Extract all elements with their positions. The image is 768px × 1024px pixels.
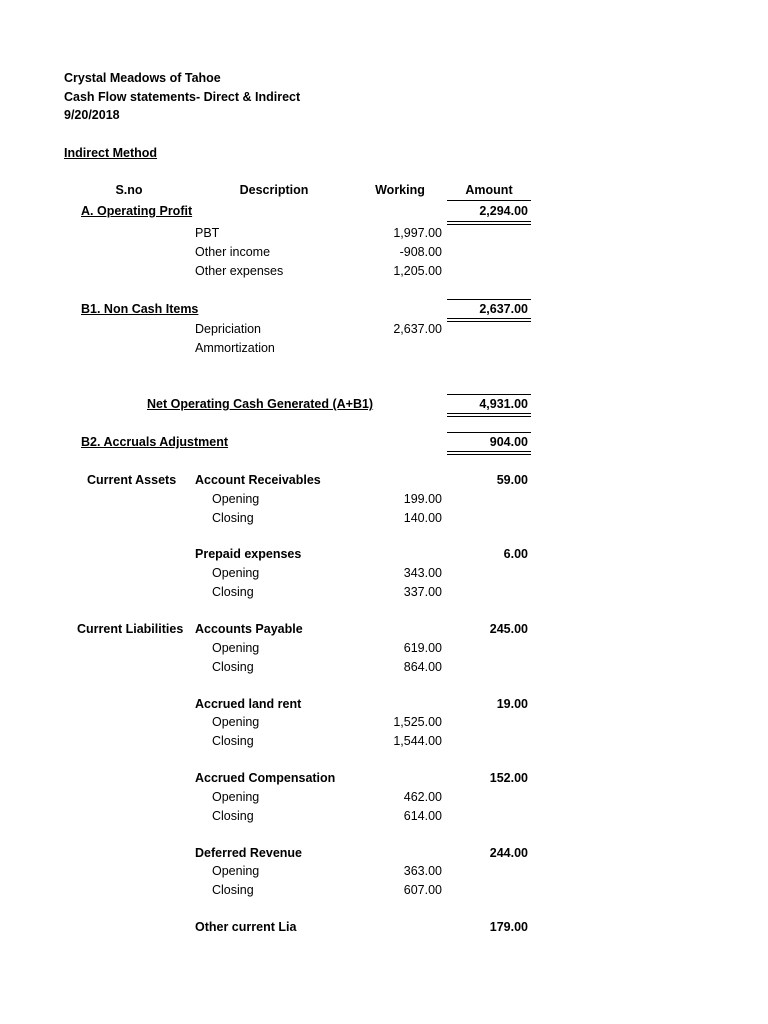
depreciation-working: 2,637.00 xyxy=(393,322,442,336)
accruals-double-rule xyxy=(447,451,531,455)
account-name: Account Receivables xyxy=(195,473,321,487)
net-operating-label: Net Operating Cash Generated (A+B1) xyxy=(147,397,374,411)
opening-value: 343.00 xyxy=(403,566,442,580)
closing-value: 614.00 xyxy=(403,809,442,823)
closing-label: Closing xyxy=(212,660,254,674)
col-amount: Amount xyxy=(465,183,513,197)
other-income-working: -908.00 xyxy=(399,245,442,259)
closing-value: 607.00 xyxy=(403,883,442,897)
current-assets-label: Current Assets xyxy=(87,473,177,487)
account-name: Accounts Payable xyxy=(195,622,303,636)
closing-label: Closing xyxy=(212,809,254,823)
col-working: Working xyxy=(375,183,425,197)
current-liabilities-label: Current Liabilities xyxy=(77,622,184,636)
non-cash-label: B1. Non Cash Items xyxy=(81,302,199,316)
amortization-label: Ammortization xyxy=(195,341,275,355)
accruals-label: B2. Accruals Adjustment xyxy=(81,435,229,449)
closing-label: Closing xyxy=(212,883,254,897)
account-name: Accrued Compensation xyxy=(195,771,336,785)
pbt-working: 1,997.00 xyxy=(393,226,442,240)
closing-label: Closing xyxy=(212,734,254,748)
depreciation-label: Depriciation xyxy=(195,322,262,336)
col-sno: S.no xyxy=(115,183,143,197)
closing-value: 140.00 xyxy=(403,511,442,525)
operating-profit-label: A. Operating Profit xyxy=(81,204,193,218)
closing-label: Closing xyxy=(212,585,254,599)
operating-profit-amount: 2,294.00 xyxy=(479,204,528,218)
non-cash-double-rule xyxy=(447,318,531,322)
opening-value: 363.00 xyxy=(403,864,442,878)
net-operating-double-rule xyxy=(447,413,531,417)
opening-label: Opening xyxy=(212,492,260,506)
account-amount: 245.00 xyxy=(489,622,528,636)
col-description: Description xyxy=(239,183,309,197)
opening-label: Opening xyxy=(212,864,260,878)
report-title: Cash Flow statements- Direct & Indirect xyxy=(64,90,301,104)
other-expenses-working: 1,205.00 xyxy=(393,264,442,278)
pbt-label: PBT xyxy=(195,226,220,240)
opening-value: 619.00 xyxy=(403,641,442,655)
other-current-label: Other current Lia xyxy=(195,920,297,934)
accruals-top-rule xyxy=(447,432,531,433)
report-date: 9/20/2018 xyxy=(64,108,120,122)
closing-value: 337.00 xyxy=(403,585,442,599)
account-amount: 59.00 xyxy=(496,473,528,487)
account-amount: 244.00 xyxy=(489,846,528,860)
other-expenses-label: Other expenses xyxy=(195,264,284,278)
account-amount: 19.00 xyxy=(496,697,528,711)
net-operating-amount: 4,931.00 xyxy=(479,397,528,411)
opening-label: Opening xyxy=(212,790,260,804)
non-cash-top-rule xyxy=(447,299,531,300)
closing-value: 864.00 xyxy=(403,660,442,674)
account-amount: 152.00 xyxy=(489,771,528,785)
account-name: Accrued land rent xyxy=(195,697,302,711)
section-title: Indirect Method xyxy=(64,146,158,160)
other-income-label: Other income xyxy=(195,245,271,259)
amount-header-rule xyxy=(447,200,531,201)
opening-label: Opening xyxy=(212,566,260,580)
closing-value: 1,544.00 xyxy=(393,734,442,748)
opening-label: Opening xyxy=(212,641,260,655)
company-name: Crystal Meadows of Tahoe xyxy=(64,71,221,85)
opening-value: 1,525.00 xyxy=(393,715,442,729)
opening-label: Opening xyxy=(212,715,260,729)
net-operating-top-rule xyxy=(447,394,531,395)
operating-profit-double-rule xyxy=(447,221,531,225)
non-cash-amount: 2,637.00 xyxy=(479,302,528,316)
opening-value: 462.00 xyxy=(403,790,442,804)
account-amount: 6.00 xyxy=(503,547,528,561)
account-name: Prepaid expenses xyxy=(195,547,302,561)
accruals-amount: 904.00 xyxy=(489,435,528,449)
opening-value: 199.00 xyxy=(403,492,442,506)
other-current-amount: 179.00 xyxy=(489,920,528,934)
account-name: Deferred Revenue xyxy=(195,846,302,860)
closing-label: Closing xyxy=(212,511,254,525)
